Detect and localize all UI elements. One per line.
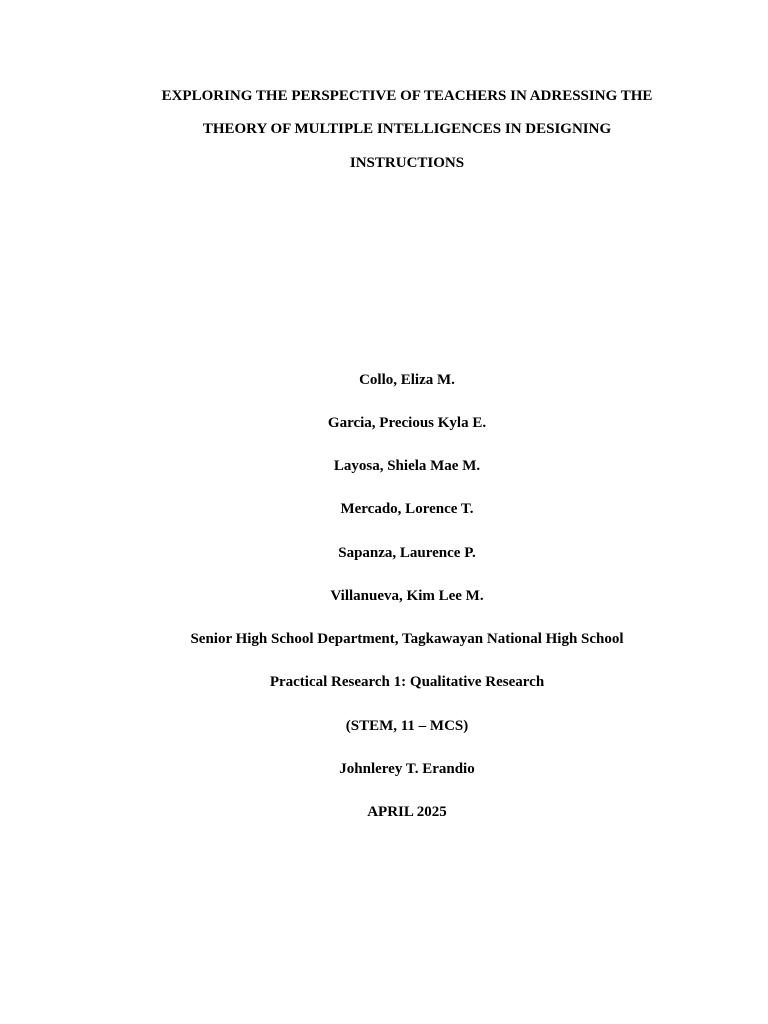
author-name: Collo, Eliza M. <box>359 372 455 388</box>
author-name: Layosa, Shiela Mae M. <box>333 458 481 474</box>
course: Practical Research 1: Qualitative Research <box>269 674 545 690</box>
section: (STEM, 11 – MCS) <box>345 718 469 734</box>
title-line-2: THEORY OF MULTIPLE INTELLIGENCES IN DESIGNING <box>202 121 612 137</box>
date: APRIL 2025 <box>367 804 447 820</box>
author-name: Villanueva, Kim Lee M. <box>330 588 484 604</box>
author-name: Mercado, Lorence T. <box>340 501 474 517</box>
adviser: Johnlerey T. Erandio <box>339 761 475 777</box>
title-line-3: INSTRUCTIONS <box>349 155 465 171</box>
title-line-1: EXPLORING THE PERSPECTIVE OF TEACHERS IN ADRESSING THE <box>161 88 653 104</box>
department: Senior High School Department, Tagkawayan National High School <box>190 631 624 647</box>
author-name: Garcia, Precious Kyla E. <box>327 415 487 431</box>
author-name: Sapanza, Laurence P. <box>338 545 476 561</box>
